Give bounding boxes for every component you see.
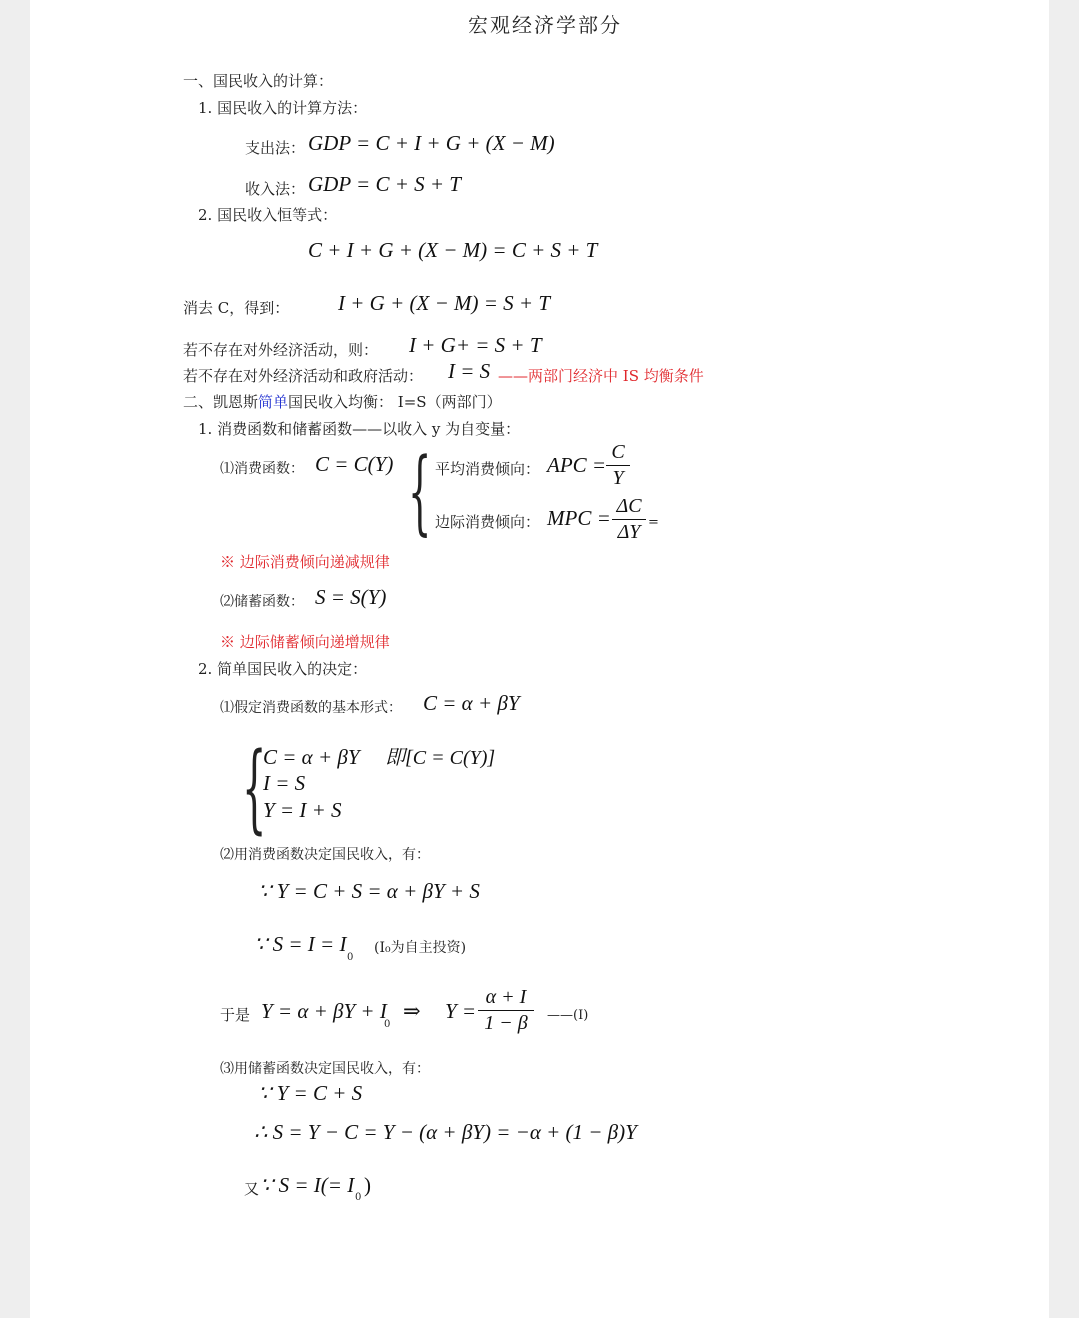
assume-equation: C = α + βY xyxy=(423,691,520,715)
result-numerator: α + I xyxy=(485,986,527,1008)
apc-label: 平均消费倾向： xyxy=(435,460,541,478)
expenditure-label: 支出法： xyxy=(245,139,306,157)
item-2-2: 2. 简单国民收入的决定： xyxy=(198,660,368,678)
no-foreign-equation: I + G+ = S + T xyxy=(409,333,542,357)
system-brace: { xyxy=(242,732,267,844)
apc-denominator: Y xyxy=(612,467,624,489)
income-label: 收入法： xyxy=(245,180,306,198)
by-consumption-label: ⑵用消费函数决定国民收入，有： xyxy=(220,847,430,863)
no-foreign-gov-label: 若不存在对外经济活动和政府活动： xyxy=(183,367,424,385)
apc-mpc-brace: { xyxy=(408,438,432,545)
apc-fraction xyxy=(606,441,630,490)
because-equation-3: ∵ Y = C + S xyxy=(258,1081,363,1105)
item-1-2: 2. 国民收入恒等式： xyxy=(198,206,338,224)
consumption-label: ⑴消费函数： xyxy=(220,461,304,477)
also-label: 又 xyxy=(244,1180,260,1198)
item-1-1: 1. 国民收入的计算方法： xyxy=(198,99,368,117)
item-2-1: 1. 消费函数和储蓄函数——以收入 y 为自变量： xyxy=(198,420,521,438)
result-fraction-bar xyxy=(478,1010,534,1011)
thus-subscript: 0 xyxy=(384,1019,391,1030)
page-title: 宏观经济学部分 xyxy=(468,13,622,37)
implies-arrow: ⇒ xyxy=(403,999,421,1023)
also-subscript: 0 xyxy=(355,1192,362,1203)
therefore-equation: ∴ S = Y − C = Y − (α + βY) = −α + (1 − β)Y xyxy=(254,1120,637,1144)
document-page xyxy=(30,0,1049,1318)
thus-label: 于是 xyxy=(220,1006,251,1024)
mpc-numerator: ΔC xyxy=(616,495,642,517)
system-eq-2: I = S xyxy=(263,771,306,795)
expenditure-equation: GDP = C + I + G + (X − M) xyxy=(308,131,555,155)
mps-law-note: ※ 边际储蓄倾向递增规律 xyxy=(220,633,390,651)
is-equilibrium-note: ——两部门经济中 IS 均衡条件 xyxy=(498,367,704,385)
by-saving-label: ⑶用储蓄函数决定国民收入，有： xyxy=(220,1061,430,1077)
system-eq-1-note: 即[C = C(Y)] xyxy=(385,747,496,769)
also-equation: ∵ S = I(= I xyxy=(260,1173,355,1197)
eliminate-label: 消去 C，得到： xyxy=(183,299,290,317)
mpc-trailing-equals: = xyxy=(648,515,659,530)
no-foreign-label: 若不存在对外经济活动，则： xyxy=(183,341,379,359)
section-2-heading-pre: 二、凯恩斯 xyxy=(183,393,259,411)
assume-label: ⑴假定消费函数的基本形式： xyxy=(220,700,402,716)
result-tag: ——(Ⅰ) xyxy=(547,1008,589,1023)
apc-fraction-bar xyxy=(606,465,630,466)
also-close-paren: ) xyxy=(364,1173,371,1197)
section-1-heading: 一、国民收入的计算： xyxy=(183,72,334,90)
income-equation: GDP = C + S + T xyxy=(308,172,461,196)
section-2-heading-highlight: 简单 xyxy=(258,393,289,411)
no-foreign-gov-equation: I = S xyxy=(448,359,491,383)
system-eq-3: Y = I + S xyxy=(263,798,342,822)
thus-equation: Y = α + βY + I xyxy=(261,999,387,1023)
apc-lhs: APC = xyxy=(547,453,607,477)
saving-equation: S = S(Y) xyxy=(315,585,387,609)
mpc-lhs: MPC = xyxy=(547,506,611,530)
result-fraction xyxy=(478,986,534,1035)
result-lhs: Y = xyxy=(445,999,477,1023)
section-2-heading xyxy=(183,395,502,410)
because-equation-1: ∵ Y = C + S = α + βY + S xyxy=(258,879,480,903)
because-eq2-subscript: 0 xyxy=(347,952,354,963)
eliminate-equation: I + G + (X − M) = S + T xyxy=(338,291,550,315)
autonomous-investment-note: (I₀为自主投资) xyxy=(374,940,467,956)
mpc-label: 边际消费倾向： xyxy=(435,513,541,531)
system-eq-1: C = α + βY xyxy=(263,745,360,769)
because-equation-2: ∵ S = I = I xyxy=(254,932,347,956)
saving-label: ⑵储蓄函数： xyxy=(220,594,304,610)
result-denominator: 1 − β xyxy=(484,1012,528,1034)
identity-equation: C + I + G + (X − M) = C + S + T xyxy=(308,238,598,262)
mpc-fraction-bar xyxy=(612,519,646,520)
section-2-heading-post: 国民收入均衡： I=S（两部门） xyxy=(288,393,502,411)
mpc-fraction xyxy=(612,495,646,544)
mpc-law-note: ※ 边际消费倾向递减规律 xyxy=(220,553,390,571)
consumption-equation: C = C(Y) xyxy=(315,452,394,476)
apc-numerator: C xyxy=(611,441,625,463)
mpc-denominator: ΔY xyxy=(617,521,641,543)
